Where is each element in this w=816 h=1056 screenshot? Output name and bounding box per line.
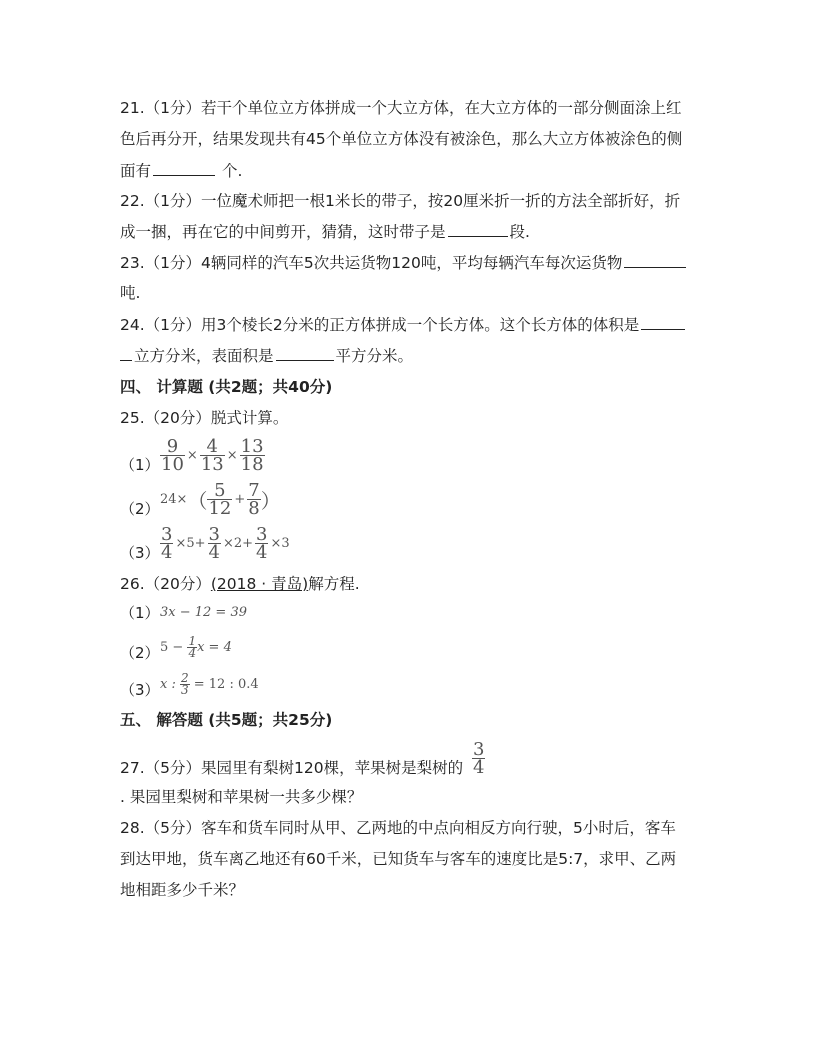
q27-fraction — [472, 741, 485, 776]
denominator: 12 — [208, 498, 232, 519]
paren: ） — [260, 489, 281, 513]
fraction — [240, 438, 265, 473]
fraction — [160, 438, 185, 473]
term: ×2+ — [222, 536, 254, 551]
numerator: 5 — [207, 482, 232, 500]
q24-text-a: 24.（1分）用3个棱长2分米的正方体拼成一个长方体。这个长方体的体积是 — [120, 316, 640, 334]
q25-label-1: （1） — [120, 456, 160, 474]
q21-text-b: 个. — [217, 162, 243, 180]
fraction — [472, 741, 485, 776]
q24-line1 — [120, 314, 687, 335]
q26-title — [120, 574, 360, 594]
fraction — [180, 673, 190, 696]
q25-label-3: （3） — [120, 544, 160, 562]
fraction — [200, 438, 225, 473]
numerator: 13 — [240, 436, 264, 457]
q21-line2: 色后再分开，结果发现共有45个单位立方体没有被涂色，那么大立方体被涂色的侧 — [120, 130, 683, 148]
q24-area-blank[interactable] — [276, 345, 334, 361]
q21-answer-blank[interactable] — [153, 160, 215, 176]
q26-equation-2 — [160, 636, 232, 659]
term: = 12 : 0.4 — [189, 677, 259, 692]
q27-line2: . 果园里梨树和苹果树一共多少棵？ — [120, 788, 363, 806]
denominator: 4 — [208, 542, 220, 563]
q23-line1 — [120, 252, 688, 273]
q26-equation-1: 3x − 12 = 39 — [160, 605, 248, 620]
operator: × — [186, 448, 198, 463]
q21-text-a: 面有 — [120, 162, 152, 180]
q22-line1: 22.（1分）一位魔术师把一根1米长的带子，按20厘米折一折的方法全部折好，折 — [120, 192, 681, 210]
q25-expression-3 — [160, 526, 292, 561]
numerator: 1 — [188, 634, 197, 648]
q22-line2 — [120, 221, 530, 242]
q25-expression-1 — [160, 438, 265, 473]
fraction — [160, 526, 173, 561]
term: 24× — [160, 492, 188, 507]
denominator: 18 — [240, 454, 264, 475]
q26-equation-3 — [160, 673, 259, 696]
paren: （ — [187, 489, 208, 513]
numerator: 7 — [248, 480, 260, 501]
q21-line3 — [120, 160, 242, 181]
denominator: 10 — [161, 454, 184, 475]
term: 5 − — [160, 640, 188, 655]
q21-line1: 21.（1分）若干个单位立方体拼成一个大立方体，在大立方体的一部分侧面涂上红 — [120, 99, 682, 117]
q28-line3: 地相距多少千米？ — [120, 881, 245, 899]
q25-expression-2 — [160, 482, 281, 517]
term: ×3 — [270, 536, 290, 551]
numerator: 3 — [256, 524, 268, 545]
q24-text-c: 平方分米。 — [335, 347, 414, 365]
q24-text-b: 立方分米，表面积是 — [134, 347, 274, 365]
denominator: 4 — [188, 646, 197, 660]
q24-line2 — [120, 345, 413, 366]
q26-instruction: 解方程. — [308, 575, 360, 593]
q25-label-2: （2） — [120, 500, 160, 518]
q26-label-2: （2） — [120, 644, 160, 662]
fraction — [208, 526, 221, 561]
q27-line1: 27.（5分）果园里有梨树120棵，苹果树是梨树的 — [120, 759, 464, 777]
q23-line2: 吨. — [120, 284, 141, 302]
term: x = 4 — [197, 640, 232, 655]
numerator: 9 — [160, 438, 185, 456]
fraction — [187, 636, 197, 659]
operator: × — [226, 448, 238, 463]
fraction — [255, 526, 268, 561]
q26-label-1: （1） — [120, 604, 160, 622]
operator: + — [234, 492, 246, 507]
q24-volume-blank-part1[interactable] — [641, 314, 685, 330]
section-4-title: 四、 计算题 (共2题；共40分) — [120, 378, 333, 396]
q22-answer-blank[interactable] — [448, 221, 508, 237]
q26-label-3: （3） — [120, 681, 160, 699]
denominator: 3 — [180, 683, 189, 697]
denominator: 4 — [256, 542, 268, 563]
denominator: 4 — [473, 757, 485, 778]
q26-source-link[interactable]: (2018 · 青岛) — [210, 575, 309, 593]
fraction — [207, 482, 232, 517]
q26-number: 26.（20分） — [120, 575, 211, 593]
q24-volume-blank-part2[interactable] — [120, 345, 132, 361]
q22-text-b: 段. — [509, 223, 530, 241]
numerator: 2 — [180, 671, 189, 685]
fraction — [247, 482, 260, 517]
denominator: 8 — [248, 498, 260, 519]
numerator: 3 — [161, 524, 173, 545]
q28-line2: 到达甲地，货车离乙地还有60千米，已知货车与客车的速度比是5:7，求甲、乙两 — [120, 850, 677, 868]
q25-title: 25.（20分）脱式计算。 — [120, 409, 289, 427]
section-5-title: 五、 解答题 (共5题；共25分) — [120, 711, 333, 729]
numerator: 3 — [473, 739, 485, 760]
numerator: 4 — [200, 438, 225, 456]
q23-answer-blank[interactable] — [624, 252, 686, 268]
denominator: 4 — [161, 542, 173, 563]
numerator: 3 — [208, 524, 220, 545]
term: ×5+ — [175, 536, 206, 551]
denominator: 13 — [200, 454, 224, 475]
q28-line1: 28.（5分）客车和货车同时从甲、乙两地的中点向相反方向行驶，5小时后，客车 — [120, 819, 676, 837]
q22-text-a: 成一捆，再在它的中间剪开，猜猜，这时带子是 — [120, 223, 446, 241]
term: x : — [160, 677, 180, 692]
q23-text-a: 23.（1分）4辆同样的汽车5次共运货物120吨，平均每辆汽车每次运货物 — [120, 254, 623, 272]
